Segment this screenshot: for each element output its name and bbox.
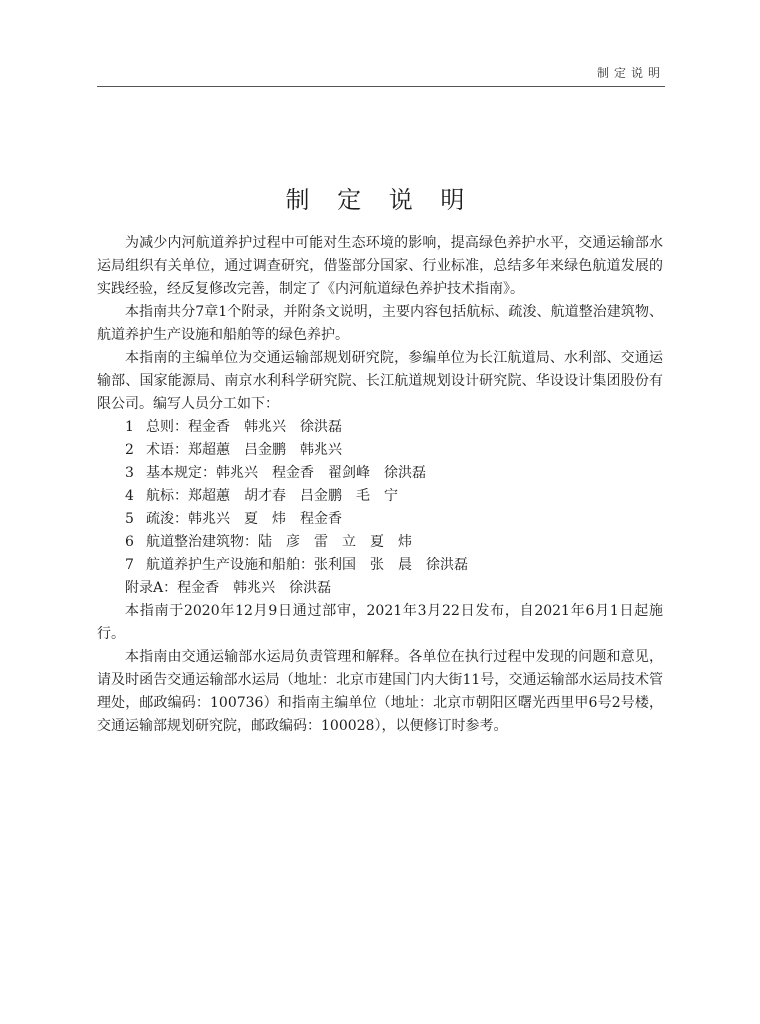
chapter-number: 3 (125, 465, 134, 481)
paragraph-contact: 本指南由交通运输部水运局负责管理和解释。各单位在执行过程中发现的问题和意见，请及时函告交通运输部水运局（地址：北京市建国门内大街11号，交通运输部水运局技术管理处，邮政编码：100736）和指南主编单位（地址：北京市朝阳区曙光西里甲6号2号楼，交通运输部规划研究院，邮政编码：100028），以便修订时参考。 (97, 649, 663, 734)
paragraph-purpose: 为减少内河航道养护过程中可能对生态环境的影响，提高绿色养护水平，交通运输部水运局组织有关单位，通过调查研究，借鉴部分国家、行业标准，总结多年来绿色航道发展的实践经验，经反复修改完善，制定了《内河航道绿色养护技术指南》。 (97, 235, 663, 297)
author-list-text: 基本规定：韩兆兴 程金香 翟剑峰 徐洪磊 (146, 465, 426, 481)
author-list-item (97, 531, 663, 554)
running-header: 制定说明 (596, 66, 665, 80)
paragraph-units: 本指南的主编单位为交通运输部规划研究院，参编单位为长江航道局、水利部、交通运输部、国家能源局、南京水利科学研究院、长江航道规划设计研究院、华设设计集团股份有限公司。编写人员分工如下： (97, 350, 663, 412)
chapter-number: 5 (125, 511, 134, 527)
header-rule (97, 86, 665, 87)
author-list-text: 航道养护生产设施和船舶：张利国 张 晨 徐洪磊 (146, 557, 468, 573)
author-list-item (97, 554, 663, 577)
author-list-item (97, 508, 663, 531)
author-list-item (97, 416, 663, 439)
paragraph-effective-date: 本指南于2020年12月9日通过部审，2021年3月22日发布，自2021年6月1日起施行。 (97, 603, 663, 642)
author-list-item (97, 485, 663, 508)
main-content (97, 232, 663, 738)
chapter-number: 4 (125, 488, 134, 504)
paragraph-scope: 本指南共分7章1个附录，并附条文说明，主要内容包括航标、疏浚、航道整治建筑物、航道养护生产设施和船舶等的绿色养护。 (97, 304, 663, 343)
author-list-text: 疏浚：韩兆兴 夏 炜 程金香 (146, 511, 342, 527)
page-title: 制 定 说 明 (285, 186, 475, 214)
author-list-text: 术语：郑超蕙 吕金鹏 韩兆兴 (146, 442, 342, 458)
chapter-number: 7 (125, 557, 134, 573)
author-list-text: 航标：郑超蕙 胡才春 吕金鹏 毛 宁 (146, 488, 398, 504)
author-list (97, 416, 663, 600)
chapter-number: 2 (125, 442, 134, 458)
chapter-number: 1 (125, 419, 134, 435)
chapter-number: 6 (125, 534, 134, 550)
author-list-item (97, 462, 663, 485)
author-list-item (97, 439, 663, 462)
appendix-authors: 附录A：程金香 韩兆兴 徐洪磊 (125, 580, 332, 596)
author-list-text: 总则：程金香 韩兆兴 徐洪磊 (146, 419, 342, 435)
author-list-text: 航道整治建筑物：陆 彦 雷 立 夏 炜 (146, 534, 412, 550)
